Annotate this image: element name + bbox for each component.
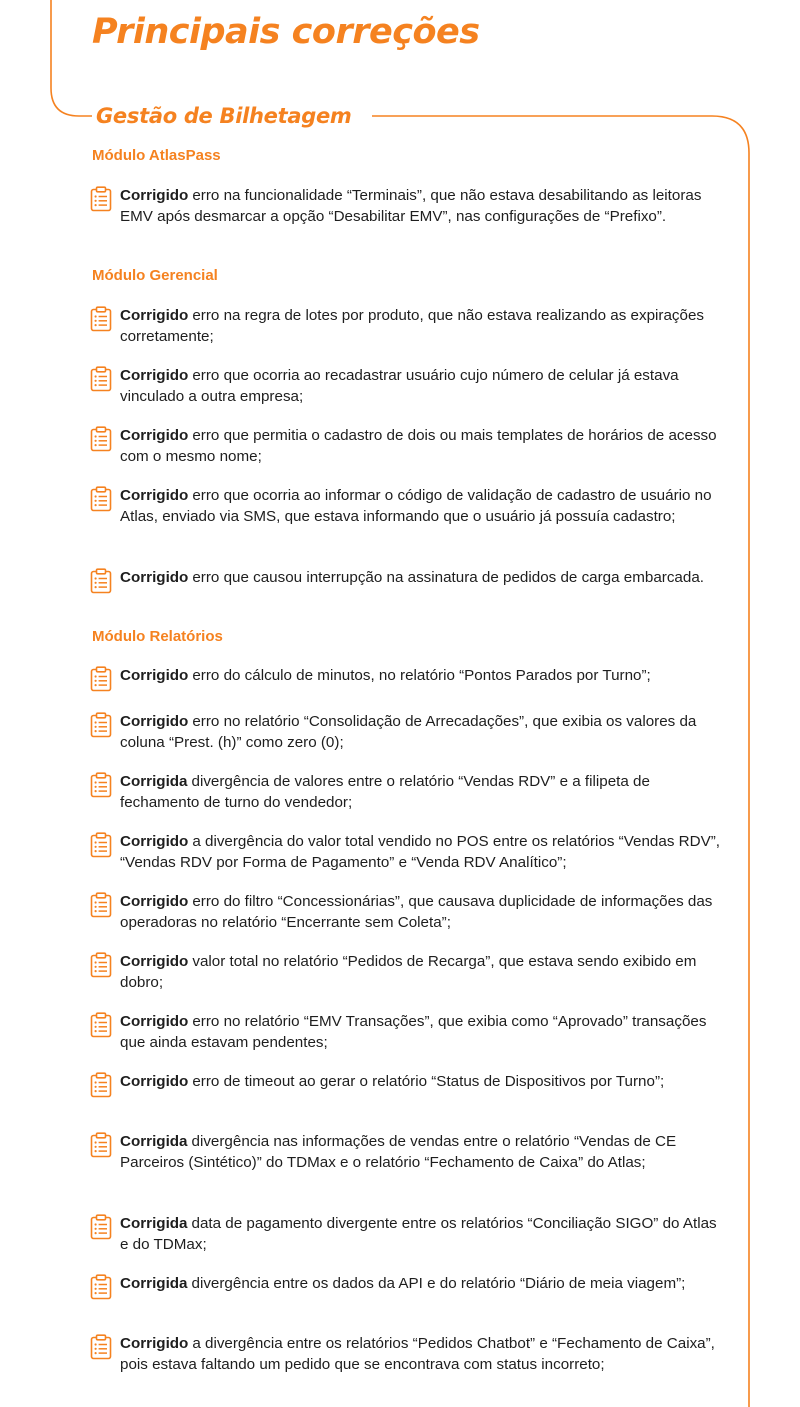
item-body: erro que ocorria ao recadastrar usuário cujo número de celular já estava vinculado a outra empresa;	[120, 367, 679, 405]
item-body: erro no relatório “EMV Transações”, que exibia como “Aprovado” transações que ainda estavam pendentes;	[120, 1013, 707, 1051]
item-text	[120, 1071, 720, 1092]
item-text	[120, 831, 720, 873]
item-lead: Corrigido	[120, 569, 189, 586]
item-text	[120, 485, 720, 527]
item-body: divergência nas informações de vendas entre o relatório “Vendas de CE Parceiros (Sintético)” do TDMax e o relatório “Fechamento de Caixa” do Atlas;	[120, 1133, 677, 1171]
module-title-relatorios: Módulo Relatórios	[92, 628, 223, 645]
item-lead: Corrigida	[120, 773, 188, 790]
section-title: Gestão de Bilhetagem	[96, 100, 357, 132]
item-body: erro que permitia o cadastro de dois ou mais templates de horários de acesso com o mesmo nome;	[120, 427, 717, 465]
clipboard-list-icon	[90, 1334, 112, 1360]
item-lead: Corrigida	[120, 1215, 188, 1232]
item-lead: Corrigido	[120, 953, 189, 970]
item-lead: Corrigido	[120, 893, 189, 910]
module-title-gerencial: Módulo Gerencial	[92, 267, 218, 284]
item-text	[120, 185, 720, 227]
item-body: valor total no relatório “Pedidos de Recarga”, que estava sendo exibido em dobro;	[120, 953, 697, 991]
clipboard-list-icon	[90, 1072, 112, 1098]
item-text	[120, 891, 720, 933]
item-text	[120, 771, 720, 813]
item-body: a divergência do valor total vendido no POS entre os relatórios “Vendas RDV”, “Vendas RDV por Forma de Pagamento” e “Venda RDV Analítico”;	[120, 833, 720, 871]
clipboard-list-icon	[90, 712, 112, 738]
item-text	[120, 567, 720, 588]
item-lead: Corrigido	[120, 427, 189, 444]
item-body: erro do filtro “Concessionárias”, que causava duplicidade de informações das operadoras no relatório “Encerrante sem Coleta”;	[120, 893, 713, 931]
item-lead: Corrigido	[120, 1073, 189, 1090]
item-body: data de pagamento divergente entre os relatórios “Conciliação SIGO” do Atlas e do TDMax;	[120, 1215, 717, 1253]
clipboard-list-icon	[90, 1132, 112, 1158]
item-body: erro que ocorria ao informar o código de validação de cadastro de usuário no Atlas, enviado via SMS, que estava informando que o usuário já possuía cadastro;	[120, 487, 712, 525]
item-body: divergência de valores entre o relatório “Vendas RDV” e a filipeta de fechamento de turno do vendedor;	[120, 773, 650, 811]
item-body: erro no relatório “Consolidação de Arrecadações”, que exibia os valores da coluna “Prest. (h)” como zero (0);	[120, 713, 697, 751]
item-text	[120, 365, 720, 407]
item-body: erro de timeout ao gerar o relatório “Status de Dispositivos por Turno”;	[192, 1073, 665, 1090]
clipboard-list-icon	[90, 832, 112, 858]
item-text	[120, 1011, 720, 1053]
item-lead: Corrigido	[120, 667, 189, 684]
item-text	[120, 1131, 720, 1173]
item-lead: Corrigido	[120, 713, 189, 730]
item-lead: Corrigida	[120, 1133, 188, 1150]
item-text	[120, 1333, 720, 1375]
item-lead: Corrigido	[120, 307, 189, 324]
clipboard-list-icon	[90, 892, 112, 918]
item-body: erro que causou interrupção na assinatura de pedidos de carga embarcada.	[192, 569, 704, 586]
item-lead: Corrigido	[120, 487, 189, 504]
item-body: erro na funcionalidade “Terminais”, que não estava desabilitando as leitoras EMV após desmarcar a opção “Desabilitar EMV”, nas configurações de “Prefixo”.	[120, 187, 702, 225]
item-lead: Corrigida	[120, 1275, 188, 1292]
item-lead: Corrigido	[120, 367, 189, 384]
item-body: divergência entre os dados da API e do relatório “Diário de meia viagem”;	[191, 1275, 686, 1292]
item-body: erro na regra de lotes por produto, que não estava realizando as expirações corretamente;	[120, 307, 704, 345]
page-title: Principais correções	[92, 12, 480, 52]
item-lead: Corrigido	[120, 1013, 189, 1030]
item-body: erro do cálculo de minutos, no relatório “Pontos Parados por Turno”;	[192, 667, 651, 684]
clipboard-list-icon	[90, 666, 112, 692]
clipboard-list-icon	[90, 1274, 112, 1300]
item-text	[120, 305, 720, 347]
item-lead: Corrigido	[120, 187, 189, 204]
item-text	[120, 951, 720, 993]
item-text	[120, 1213, 720, 1255]
clipboard-list-icon	[90, 366, 112, 392]
item-lead: Corrigido	[120, 1335, 189, 1352]
clipboard-list-icon	[90, 1012, 112, 1038]
clipboard-list-icon	[90, 952, 112, 978]
clipboard-list-icon	[90, 1214, 112, 1240]
module-title-atlaspass: Módulo AtlasPass	[92, 147, 221, 164]
clipboard-list-icon	[90, 772, 112, 798]
clipboard-list-icon	[90, 186, 112, 212]
item-text	[120, 425, 720, 467]
clipboard-list-icon	[90, 568, 112, 594]
item-body: a divergência entre os relatórios “Pedidos Chatbot” e “Fechamento de Caixa”, pois estava faltando um pedido que se encontrava com status incorreto;	[120, 1335, 715, 1373]
clipboard-list-icon	[90, 486, 112, 512]
item-text	[120, 665, 720, 686]
item-text	[120, 711, 720, 753]
item-lead: Corrigido	[120, 833, 189, 850]
clipboard-list-icon	[90, 306, 112, 332]
clipboard-list-icon	[90, 426, 112, 452]
item-text	[120, 1273, 720, 1294]
